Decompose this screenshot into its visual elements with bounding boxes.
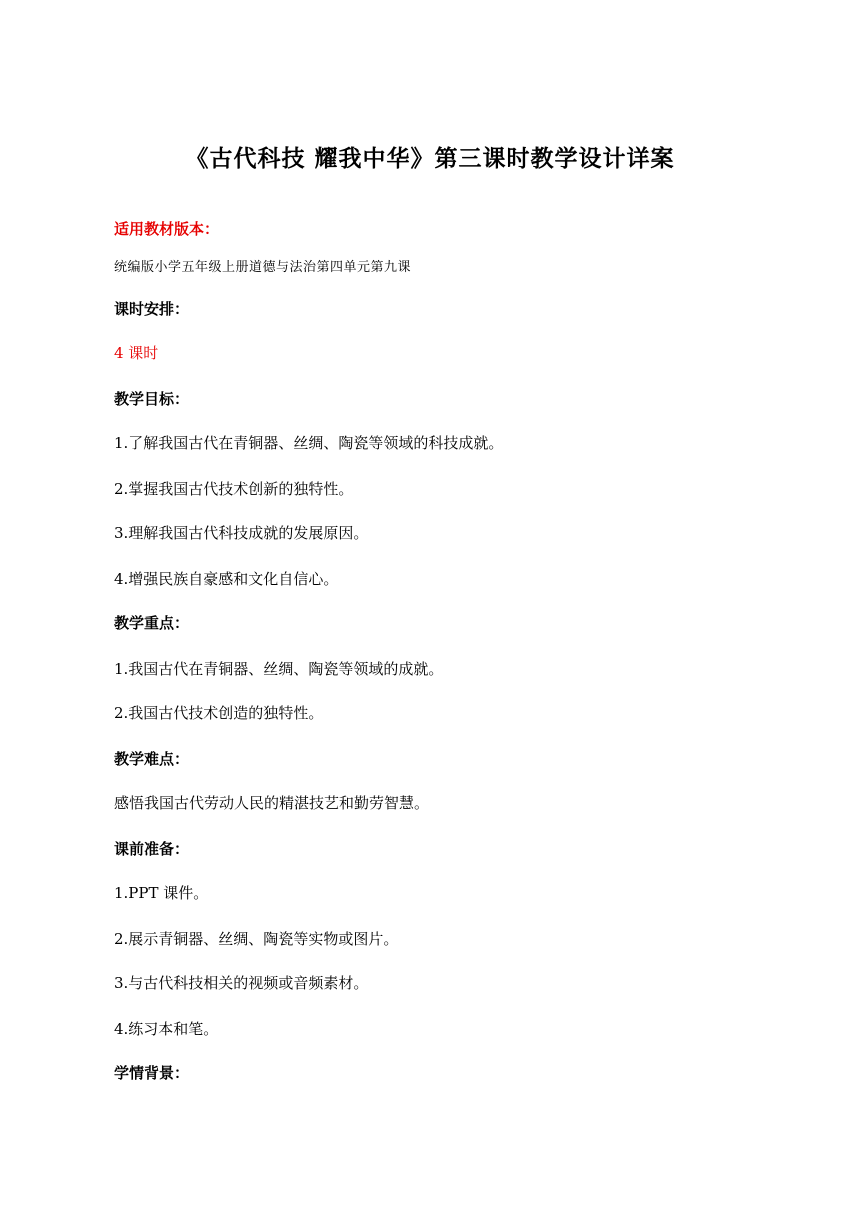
key-points-heading: 教学重点： <box>114 614 190 632</box>
preparation-item-1: 1.PPT 课件。 <box>114 884 209 902</box>
preparation-heading: 课前准备： <box>114 840 190 858</box>
background-heading: 学情背景： <box>114 1064 190 1082</box>
textbook-content: 统编版小学五年级上册道德与法治第四单元第九课 <box>114 260 412 275</box>
preparation-item-3: 3.与古代科技相关的视频或音频素材。 <box>114 974 369 992</box>
difficulties-heading: 教学难点： <box>114 750 190 768</box>
objective-item-3: 3.理解我国古代科技成就的发展原因。 <box>114 524 369 542</box>
key-point-item-2: 2.我国古代技术创造的独特性。 <box>114 704 324 722</box>
objective-item-4: 4.增强民族自豪感和文化自信心。 <box>114 570 339 588</box>
textbook-heading: 适用教材版本： <box>114 220 220 238</box>
schedule-content: 4 课时 <box>114 344 159 362</box>
preparation-item-2: 2.展示青铜器、丝绸、陶瓷等实物或图片。 <box>114 930 399 948</box>
objectives-heading: 教学目标： <box>114 390 190 408</box>
document-title: 《古代科技 耀我中华》第三课时教学设计详案 <box>185 146 675 172</box>
key-point-item-1: 1.我国古代在青铜器、丝绸、陶瓷等领域的成就。 <box>114 660 444 678</box>
preparation-item-4: 4.练习本和笔。 <box>114 1020 219 1038</box>
objective-item-1: 1.了解我国古代在青铜器、丝绸、陶瓷等领域的科技成就。 <box>114 434 504 452</box>
difficulties-content: 感悟我国古代劳动人民的精湛技艺和勤劳智慧。 <box>114 794 430 812</box>
schedule-heading: 课时安排： <box>114 300 190 318</box>
objective-item-2: 2.掌握我国古代技术创新的独特性。 <box>114 480 354 498</box>
